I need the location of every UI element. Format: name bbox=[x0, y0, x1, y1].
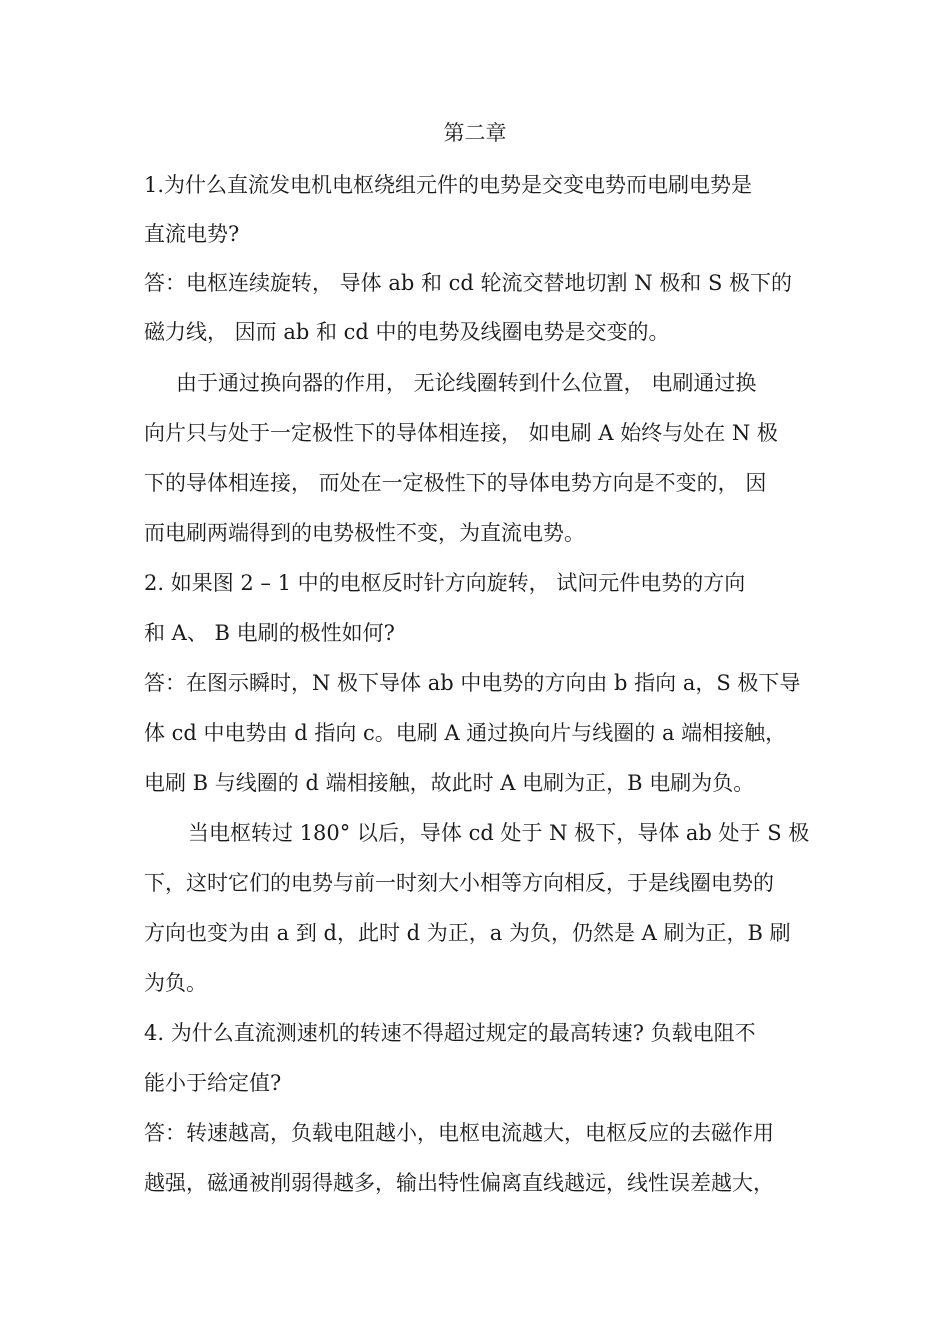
answer-2-line-2: 体 cd 中电势由 d 指向 c。电刷 A 通过换向片与线圈的 a 端相接触， bbox=[144, 721, 787, 745]
question-4-line-1: 4. 为什么直流测速机的转速不得超过规定的最高转速? 负载电阻不 bbox=[144, 1021, 756, 1045]
question-4-line-2: 能小于给定值? bbox=[144, 1071, 282, 1095]
answer-1-line-2: 磁力线， 因而 ab 和 cd 中的电势及线圈电势是交变的。 bbox=[144, 320, 670, 344]
answer-1-para2-line-2: 向片只与处于一定极性下的导体相连接， 如电刷 A 始终与处在 N 极 bbox=[144, 421, 778, 445]
answer-2-para2-line-1: 当电枢转过 180° 以后，导体 cd 处于 N 极下，导体 ab 处于 S 极 bbox=[188, 821, 810, 845]
answer-1-para2-line-3: 下的导体相连接， 而处在一定极性下的导体电势方向是不变的， 因 bbox=[144, 471, 767, 495]
answer-2-line-1: 答：在图示瞬时，N 极下导体 ab 中电势的方向由 b 指向 a，S 极下导 bbox=[144, 671, 801, 695]
question-2-line-2: 和 A、 B 电刷的极性如何? bbox=[144, 621, 395, 645]
answer-1-line-1: 答：电枢连续旋转， 导体 ab 和 cd 轮流交替地切割 N 极和 S 极下的 bbox=[144, 271, 793, 295]
answer-2-para2-line-4: 为负。 bbox=[144, 971, 207, 995]
answer-4-line-1: 答：转速越高，负载电阻越小，电枢电流越大，电枢反应的去磁作用 bbox=[144, 1121, 774, 1145]
answer-4-line-2: 越强，磁通被削弱得越多，输出特性偏离直线越远，线性误差越大， bbox=[144, 1171, 774, 1195]
chapter-title: 第二章 bbox=[443, 121, 507, 145]
answer-2-para2-line-3: 方向也变为由 a 到 d，此时 d 为正，a 为负，仍然是 A 刷为正，B 刷 bbox=[144, 921, 791, 945]
question-2-line-1: 2. 如果图 2 – 1 中的电枢反时针方向旋转， 试问元件电势的方向 bbox=[144, 571, 746, 595]
answer-2-line-3: 电刷 B 与线圈的 d 端相接触，故此时 A 电刷为正，B 电刷为负。 bbox=[144, 771, 755, 795]
question-1-line-1: 1.为什么直流发电机电枢绕组元件的电势是交变电势而电刷电势是 bbox=[144, 173, 753, 197]
answer-1-para2-line-4: 而电刷两端得到的电势极性不变，为直流电势。 bbox=[144, 521, 585, 545]
answer-1-para2-line-1: 由于通过换向器的作用， 无论线圈转到什么位置， 电刷通过换 bbox=[176, 371, 757, 395]
question-1-line-2: 直流电势? bbox=[144, 222, 240, 246]
answer-2-para2-line-2: 下，这时它们的电势与前一时刻大小相等方向相反，于是线圈电势的 bbox=[144, 871, 774, 895]
